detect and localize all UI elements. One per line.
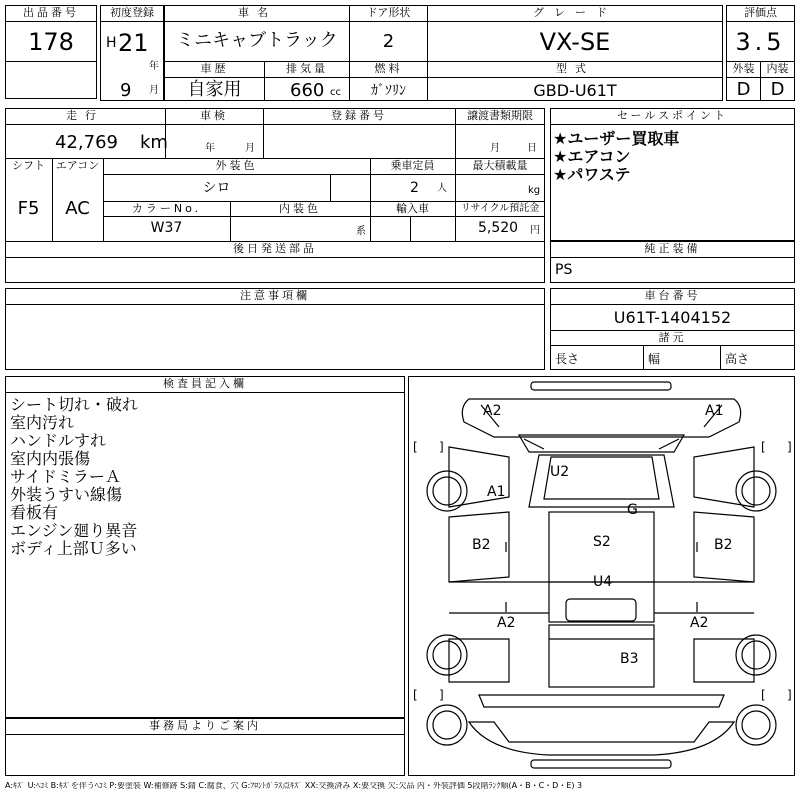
- int-color-label: 内装色: [279, 202, 321, 215]
- later-parts-label: 後日発送部品: [233, 242, 317, 255]
- sales-point-item: ★エアコン: [553, 147, 631, 166]
- damage-diagram: [408, 376, 795, 776]
- sales-points-list: [553, 130, 679, 184]
- svg-text:[: [: [761, 688, 766, 702]
- score-label: 評価点: [744, 6, 777, 19]
- model-code-label: 型式: [556, 62, 594, 75]
- shift: F5: [17, 198, 40, 219]
- ext-color-label: 外装色: [215, 159, 258, 172]
- car-name: ミニキャブトラック: [176, 30, 338, 51]
- interior-grade: D: [770, 79, 785, 100]
- mileage: 42,769: [55, 132, 118, 153]
- fuel-label: 燃料: [374, 62, 403, 75]
- ac: AC: [65, 198, 90, 219]
- svg-text:]: ]: [787, 688, 792, 702]
- mark-front-left: A2: [483, 403, 502, 419]
- model-code: GBD-U61T: [533, 81, 617, 100]
- svg-text:]: ]: [439, 688, 444, 702]
- svg-text:]: ]: [439, 440, 444, 454]
- mark-windshield-right: G: [627, 502, 638, 518]
- recycle-fee: 5,520: [478, 220, 519, 236]
- mileage-unit: km: [140, 132, 168, 153]
- inspection-month-unit: 月: [245, 143, 255, 154]
- year-unit: 年: [149, 61, 159, 72]
- grade: VX-SE: [539, 28, 611, 56]
- era: H: [106, 35, 117, 51]
- first-reg-label: 初度登録: [110, 6, 154, 19]
- exterior-grade-label: 外装: [732, 62, 755, 75]
- sales-points-label: セールスポイント: [616, 109, 728, 122]
- legend: A:ｷｽﾞ U:ﾍｺﾐ B:ｷｽﾞを伴うﾍｺﾐ P:要塗装 W:補修跡 S:錆 C:腐食、穴 G:ﾌﾛﾝﾄｶﾞﾗｽ点ｷｽﾞ XX:交換済み X:要交換 欠:欠品 内・外装評価 5段階ﾗﾝｸ順(A・B・C・D・E) 3: [5, 782, 583, 790]
- rear-bumper-bottom: [531, 760, 671, 768]
- inspector-item: ボディ上部Ｕ多い: [10, 539, 137, 558]
- ac-label: エアコン: [55, 159, 100, 172]
- length-label: 長さ: [555, 352, 580, 366]
- inspector-list: [10, 396, 138, 558]
- right-door-area: [694, 447, 754, 507]
- svg-text:]: ]: [787, 440, 792, 454]
- displacement-label: 排気量: [286, 62, 328, 75]
- transfer-label: 譲渡書類期限: [467, 109, 533, 122]
- lot-label: 出品番号: [23, 6, 79, 19]
- reg-month: 9: [120, 80, 132, 101]
- lot-number: 178: [28, 28, 74, 56]
- transfer-day-unit: 日: [527, 143, 537, 154]
- svg-text:[: [: [413, 688, 418, 702]
- mark-windshield: U2: [550, 464, 570, 480]
- height-label: 高さ: [725, 352, 750, 366]
- exterior-grade: D: [736, 79, 751, 100]
- svg-text:[: [: [413, 440, 418, 454]
- genuine-equipment-label: 純正装備: [644, 242, 701, 255]
- inspector-item: 室内内張傷: [10, 449, 91, 468]
- mark-right-side: B2: [714, 537, 733, 553]
- int-color-suffix: 系: [356, 226, 366, 237]
- transfer-month-unit: 月: [490, 143, 500, 154]
- width-label: 幅: [648, 352, 661, 366]
- front-panel: [462, 399, 740, 437]
- mark-cab-rear: U4: [593, 574, 613, 590]
- inspector-label: 検査員記入欄: [163, 377, 247, 390]
- car-name-label: 車名: [238, 6, 276, 19]
- month-unit: 月: [149, 85, 159, 96]
- capacity-unit: 人: [437, 183, 447, 194]
- mark-left-door: A1: [487, 484, 506, 500]
- mark-left-side: B2: [472, 537, 491, 553]
- capacity: 2: [410, 180, 419, 196]
- inspector-item: ハンドルすれ: [10, 431, 107, 450]
- import-label: 輸入車: [396, 202, 429, 215]
- reg-number-label: 登録番号: [331, 109, 387, 122]
- history-label: 車歴: [200, 62, 229, 75]
- mark-left-rear-side: A2: [497, 615, 516, 631]
- door-count: 2: [382, 31, 395, 52]
- office-label: 事務局よりご案内: [149, 719, 261, 732]
- inspector-item: サイドミラーＡ: [10, 467, 121, 486]
- mark-right-rear-side: A2: [690, 615, 709, 631]
- inspector-item: 室内汚れ: [10, 413, 75, 432]
- interior-grade-label: 内装: [766, 62, 789, 75]
- notes-label: 注意事項欄: [240, 289, 310, 302]
- rear-panel: [469, 722, 734, 755]
- inspection-year-unit: 年: [205, 143, 215, 154]
- inspector-item: 外装うすい線傷: [10, 485, 123, 504]
- svg-text:[: [: [761, 440, 766, 454]
- fuel: ｶﾞｿﾘﾝ: [371, 83, 406, 99]
- front-bumper-top: [531, 382, 671, 390]
- inspector-item: シート切れ・破れ: [10, 395, 139, 414]
- sales-point-item: ★パワステ: [553, 165, 631, 184]
- recycle-label: リサイクル預託金: [460, 203, 540, 214]
- capacity-label: 乗車定員: [390, 159, 435, 172]
- dims-label: 諸元: [658, 331, 687, 344]
- color-no: W37: [150, 220, 183, 236]
- max-load-label: 最大積載量: [472, 159, 528, 172]
- inspection-label: 車検: [200, 109, 228, 122]
- history: 自家用: [187, 79, 242, 100]
- genuine-equipment: PS: [555, 262, 573, 278]
- inspector-item: エンジン廻り異音: [10, 521, 138, 540]
- chassis-number: U61T-1404152: [613, 308, 732, 327]
- max-load-unit: kg: [528, 185, 541, 196]
- mileage-label: 走行: [66, 109, 104, 122]
- displacement-unit: cc: [330, 87, 341, 98]
- sales-point-item: ★ユーザー買取車: [553, 129, 680, 148]
- mark-bed: B3: [620, 651, 639, 667]
- reg-year: 21: [118, 29, 149, 57]
- shift-label: シフト: [12, 159, 45, 172]
- recycle-unit: 円: [530, 225, 540, 236]
- score: 3.5: [735, 28, 786, 56]
- ext-color: シロ: [202, 180, 231, 196]
- chassis-label: 車台番号: [644, 289, 701, 302]
- grade-label: グレード: [533, 6, 617, 19]
- door-label: ドア形状: [366, 6, 411, 19]
- inspector-item: 看板有: [10, 503, 59, 522]
- displacement: 660: [290, 80, 325, 101]
- color-no-label: カラーNo.: [131, 202, 202, 215]
- mark-cab-roof: S2: [593, 534, 611, 550]
- mark-front-right: A1: [705, 403, 724, 419]
